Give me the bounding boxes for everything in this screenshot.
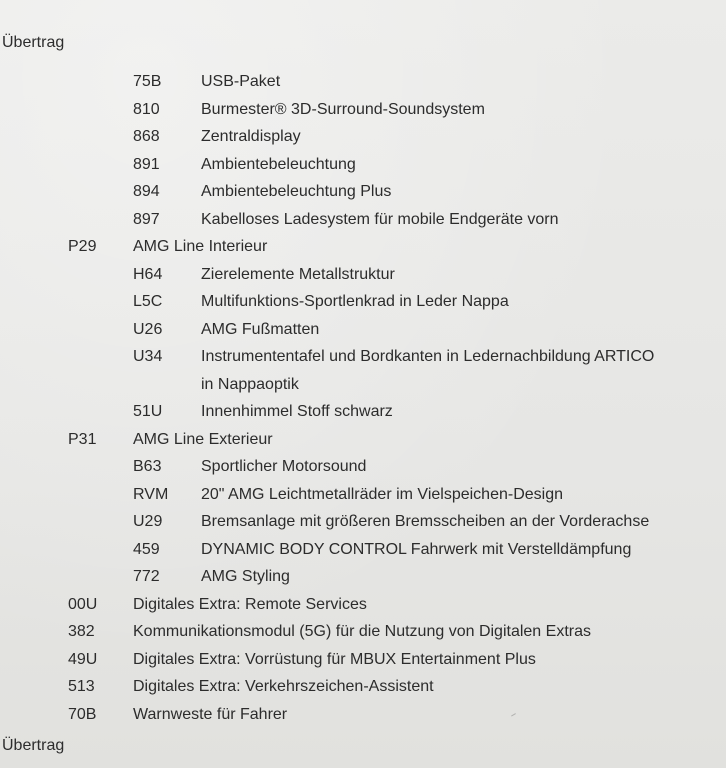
option-code: 772 <box>133 568 160 585</box>
option-code: B63 <box>133 458 162 475</box>
option-code: P29 <box>68 238 97 255</box>
option-sub-row <box>0 316 726 344</box>
option-code: 49U <box>68 650 98 668</box>
option-code: 513 <box>68 678 95 695</box>
option-sub-row <box>0 206 726 234</box>
option-sub-row <box>0 151 726 179</box>
option-description: Zentraldisplay <box>201 128 301 145</box>
option-description: Ambientebeleuchtung Plus <box>201 183 392 200</box>
equipment-list <box>0 68 726 728</box>
option-description: AMG Line Interieur <box>133 238 268 255</box>
option-description: USB-Paket <box>201 73 281 90</box>
option-description: Digitales Extra: Verkehrszeichen-Assistent <box>133 678 434 695</box>
option-group-row <box>0 673 726 701</box>
option-description: AMG Line Exterieur <box>133 430 273 448</box>
option-code: 382 <box>68 623 95 640</box>
option-group-row <box>0 618 726 646</box>
option-description: Warnweste für Fahrer <box>133 705 288 723</box>
option-code: RVM <box>133 485 169 503</box>
option-code: 810 <box>133 100 160 118</box>
option-description: Kabelloses Ladesystem für mobile Endgeräte vorn <box>201 210 559 228</box>
option-code: 51U <box>133 403 163 420</box>
option-description: Ambientebeleuchtung <box>201 155 356 173</box>
option-description: 20" AMG Leichtmetallräder im Vielspeichen-Design <box>201 485 563 503</box>
option-group-row <box>0 233 726 261</box>
option-code: 00U <box>68 595 98 613</box>
option-sub-row <box>0 288 726 316</box>
option-sub-row <box>0 343 726 371</box>
option-description: Sportlicher Motorsound <box>201 458 367 475</box>
option-code: U26 <box>133 320 163 338</box>
option-sub-row <box>0 178 726 206</box>
option-code: H64 <box>133 265 163 283</box>
carryover-label-top: Übertrag <box>2 34 65 51</box>
option-sub-row <box>0 261 726 289</box>
option-description: DYNAMIC BODY CONTROL Fahrwerk mit Verstelldämpfung <box>201 540 632 558</box>
option-sub-row <box>0 453 726 481</box>
option-sub-row <box>0 508 726 536</box>
option-description: Bremsanlage mit größeren Bremsscheiben an der Vorderachse <box>201 513 650 530</box>
option-description: in Nappaoptik <box>201 375 299 393</box>
option-sub-row <box>0 123 726 151</box>
option-description: Kommunikationsmodul (5G) für die Nutzung von Digitalen Extras <box>133 623 591 640</box>
option-code: L5C <box>133 293 163 310</box>
option-group-row <box>0 646 726 674</box>
option-code: 868 <box>133 128 160 145</box>
option-description: Digitales Extra: Remote Services <box>133 595 367 613</box>
option-sub-row <box>0 371 726 399</box>
option-description: Zierelemente Metallstruktur <box>201 265 395 283</box>
option-description: Instrumententafel und Bordkanten in Ledernachbildung ARTICO <box>201 348 655 365</box>
option-code: U29 <box>133 513 163 530</box>
option-code: 459 <box>133 540 160 558</box>
option-code: 897 <box>133 210 160 228</box>
option-description: Digitales Extra: Vorrüstung für MBUX Entertainment Plus <box>133 650 536 668</box>
option-sub-row <box>0 68 726 96</box>
option-group-row <box>0 701 726 729</box>
option-group-row <box>0 591 726 619</box>
option-code: 70B <box>68 705 97 723</box>
option-sub-row <box>0 481 726 509</box>
option-description: Multifunktions-Sportlenkrad in Leder Nappa <box>201 293 509 310</box>
option-description: AMG Fußmatten <box>201 320 320 338</box>
option-code: 75B <box>133 73 162 90</box>
option-code: 894 <box>133 183 160 200</box>
option-group-row <box>0 426 726 454</box>
option-description: AMG Styling <box>201 568 290 585</box>
option-code: U34 <box>133 348 163 365</box>
carryover-label-bottom: Übertrag <box>2 737 65 754</box>
option-description: Burmester® 3D-Surround-Soundsystem <box>201 100 485 118</box>
option-code: P31 <box>68 430 97 448</box>
option-code: 891 <box>133 155 160 173</box>
option-sub-row <box>0 96 726 124</box>
option-description: Innenhimmel Stoff schwarz <box>201 403 393 420</box>
option-sub-row <box>0 398 726 426</box>
option-sub-row <box>0 563 726 591</box>
option-sub-row <box>0 536 726 564</box>
